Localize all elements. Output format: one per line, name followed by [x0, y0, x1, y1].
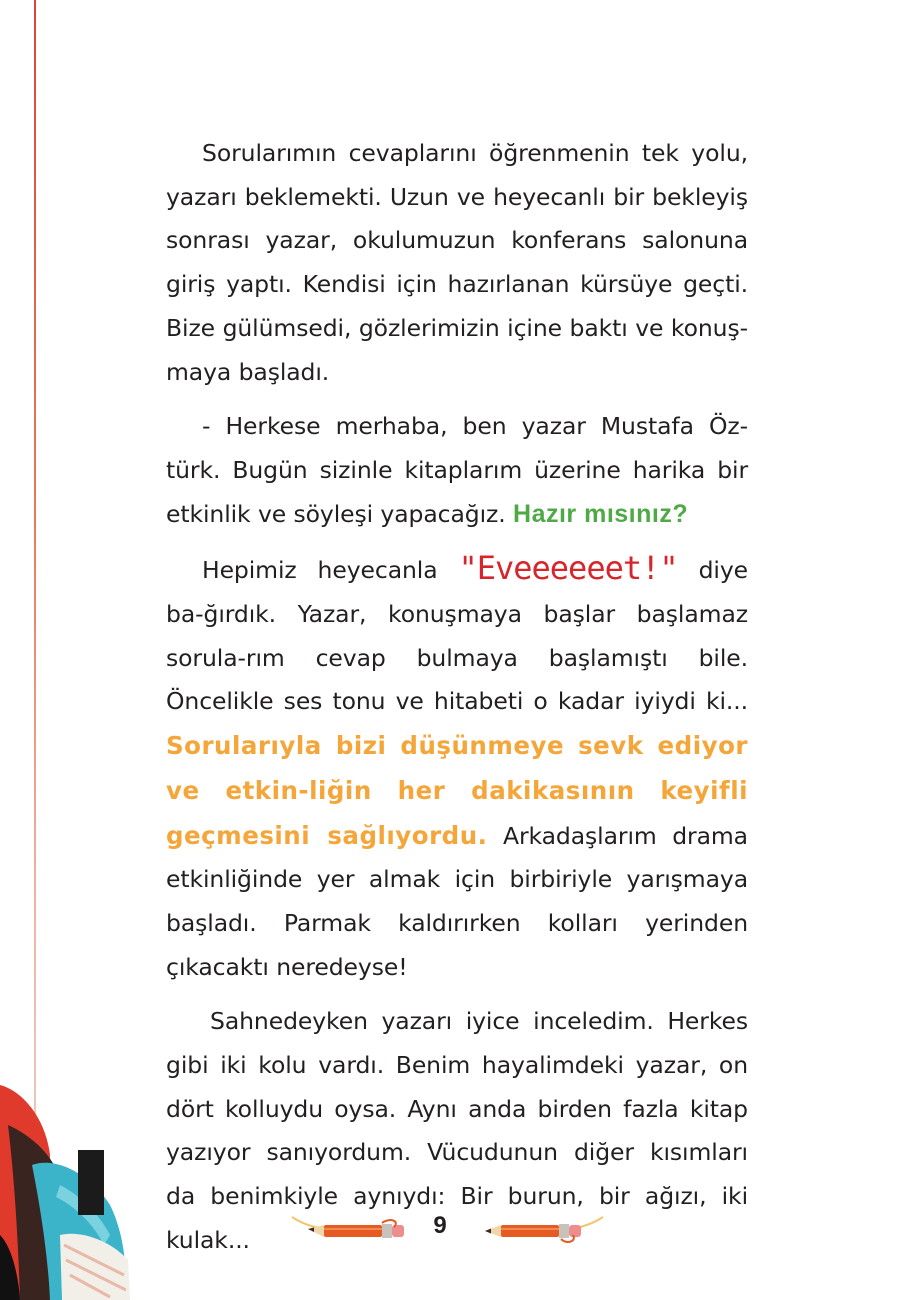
page-footer [290, 1205, 610, 1255]
paragraph [166, 405, 748, 536]
highlighted-text: Sorularıyla bizi düşünmeye sevk ediyor ve etkin-liğin her dakikasının keyifli geçmesini sağlıyordu. [166, 731, 748, 850]
text-segment: Hepimiz heyecanla [202, 556, 459, 585]
paragraph [166, 547, 748, 989]
story-text [166, 132, 748, 1263]
text-segment: Arkadaşlarım drama etkinliğinde yer almak için birbiriyle yarışmaya başladı. Parmak kaldırırken kolları yerinden çıkacaktı neredeyse! [166, 821, 748, 981]
text-segment: diye ba-ğırdık. Yazar, konuşmaya başlar başlamaz sorula-rım cevap bulmaya başlamıştı bile. Öncelikle ses tonu ve hitabeti o kadar iyiydi ki... [166, 556, 748, 716]
pencil-right-icon [475, 1215, 605, 1245]
highlighted-text: Hazır mısınız? [513, 499, 689, 528]
highlighted-text: "Eveeeeeet!" [458, 549, 678, 588]
page-number: 9 [433, 1212, 447, 1239]
text-segment: - Herkese merhaba, ben yazar Mustafa Öz-türk. Bugün sizinle kitaplarım üzerine harika bir etkinlik ve söyleşi yapacağız. [166, 412, 748, 528]
text-segment: Sahnedeyken yazarı iyice inceledim. Herkes gibi iki kolu vardı. Benim hayalimdeki yazar, on dört kolluydu oysa. Aynı anda birden fazla kitap yazıyor sanıyordum. Vücudunun diğer kısımları da benimkiyle aynıydı: Bir burun, bir ağızı, iki kulak... [166, 1007, 748, 1254]
text-segment: Sorularımın cevaplarını öğrenmenin tek yolu, yazarı beklemekti. Uzun ve heyecanlı bir bekleyiş sonrası yazar, okulumuzun konferans salonuna giriş yaptı. Kendisi için hazırlanan kürsüye geçti. Bize gülümsedi, gözlerimizin içine baktı ve konuş-maya başladı. [166, 139, 748, 386]
pencil-left-icon [290, 1215, 415, 1245]
paragraph [166, 132, 748, 394]
corner-illustration [0, 1085, 140, 1300]
